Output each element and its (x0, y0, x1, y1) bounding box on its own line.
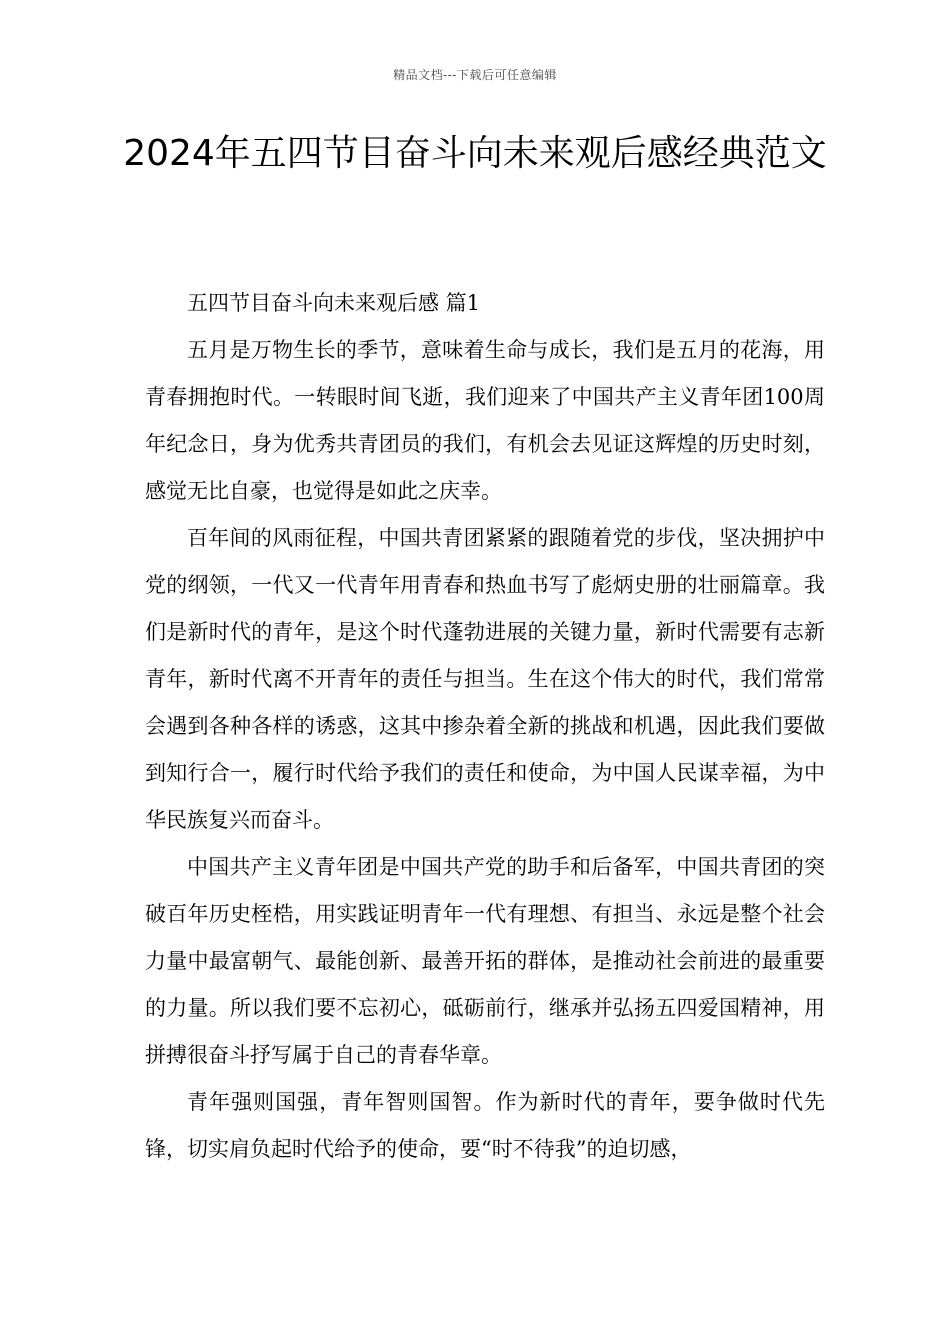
document-title: 2024年五四节目奋斗向未来观后感经典范文 (123, 133, 827, 174)
header-note: 精品文档---下载后可任意编辑 (393, 68, 557, 82)
section-subheading: 五四节目奋斗向未来观后感 篇1 (187, 291, 481, 315)
paragraph-1: 五月是万物生长的季节，意味着生命与成长，我们是五月的花海，用青春拥抱时代。一转眼时间飞逝，我们迎来了中国共产主义青年团100周年纪念日，身为优秀共青团员的我们，有机会去见证这辉煌的历史时刻，感觉无比自豪，也觉得是如此之庆幸。 (145, 338, 825, 503)
paragraph-3: 中国共产主义青年团是中国共产党的助手和后备军，中国共青团的突破百年历史桎梏，用实践证明青年一代有理想、有担当、永远是整个社会力量中最富朝气、最能创新、最善开拓的群体，是推动社会前进的最重要的力量。所以我们要不忘初心，砥砺前行，继承并弘扬五四爱国精神，用拼搏很奋斗抒写属于自己的青春华章。 (145, 855, 825, 1067)
paragraph-4: 青年强则国强，青年智则国智。作为新时代的青年，要争做时代先锋，切实肩负起时代给予的使命，要“时不待我”的迫切感， (145, 1090, 825, 1161)
paragraph-2: 百年间的风雨征程，中国共青团紧紧的跟随着党的步伐，坚决拥护中党的纲领，一代又一代青年用青春和热血书写了彪炳史册的壮丽篇章。我们是新时代的青年，是这个时代蓬勃进展的关键力量，新时代需要有志新青年，新时代离不开青年的责任与担当。生在这个伟大的时代，我们常常会遇到各种各样的诱惑，这其中掺杂着全新的挑战和机遇，因此我们要做到知行合一，履行时代给予我们的责任和使命，为中国人民谋幸福，为中华民族复兴而奋斗。 (145, 526, 825, 832)
document-body (145, 280, 825, 1173)
